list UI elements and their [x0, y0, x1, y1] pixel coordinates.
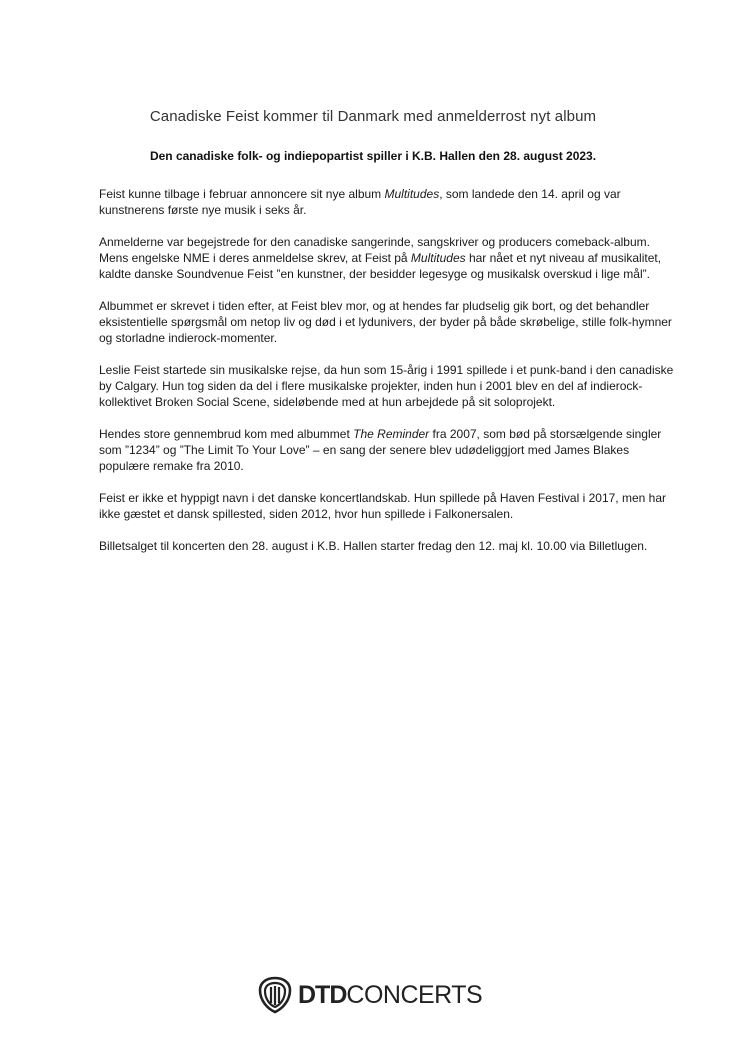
album-title-the-reminder: The Reminder — [353, 427, 430, 441]
album-title-multitudes-2: Multitudes — [410, 251, 466, 265]
paragraph-6: Feist er ikke et hyppigt navn i det danske koncertlandskab. Hun spillede på Haven Festival i 2017, men har ikke gæstet et dansk spillested, siden 2012, hvor hun spillede i Falkonersalen. — [99, 491, 666, 521]
paragraph-1-text-a: Feist kunne tilbage i februar annoncere sit nye album — [99, 187, 385, 201]
paragraph-4: Leslie Feist startede sin musikalske rejse, da hun som 15-årig i 1991 spillede i et punk-band i den canadiske by Calgary. Hun tog siden da del i flere musikalske projekter, inden hun i 2001 blev en del af indierock-kollektivet Broken Social Scene, sideløbende med at hun arbejdede på sit soloprojekt. — [99, 363, 674, 409]
page-subtitle: Den canadiske folk- og indiepopartist spiller i K.B. Hallen den 28. august 2023. — [149, 149, 597, 163]
paragraph-1-text-b: , som landede den 14. april og var kunstnerens første nye musik i seks år. — [99, 187, 621, 217]
logo-wordmark-light: CONCERTS — [346, 980, 483, 1009]
logo-wordmark — [298, 981, 482, 1010]
album-title-multitudes: Multitudes — [384, 187, 440, 201]
page-title: Canadiske Feist kommer til Danmark med anmelderrost nyt album — [149, 108, 597, 125]
dtd-shield-icon — [258, 976, 292, 1014]
paragraph-3: Albummet er skrevet i tiden efter, at Feist blev mor, og at hendes far pludselig gik bort, og det behandler eksistentielle spørgsmål om netop liv og død i et lydunivers, der byder på både skrøbelige, stille folk-hymner og storladne indierock-momenter. — [99, 299, 672, 345]
paragraph-2-text-a: Anmelderne var begejstrede for den canadiske sangerinde, sangskriver og producers comeback-album. Mens engelske NME i deres anmeldelse skrev, at Feist på — [99, 235, 650, 265]
paragraph-7: Billetsalget til koncerten den 28. august i K.B. Hallen starter fredag den 12. maj kl. 10.00 via Billetlugen. — [99, 539, 648, 553]
dtd-concerts-logo — [258, 975, 482, 1015]
paragraph-5-text-a: Hendes store gennembrud kom med albummet — [99, 427, 354, 441]
paragraph-2 — [99, 234, 679, 282]
paragraph-5-text-b: fra 2007, som bød på storsælgende singler som ”1234” og ”The Limit To Your Love” – en sang der senere blev udødeliggjort med James Blakes populære remake fra 2010. — [99, 427, 662, 473]
paragraph-1 — [99, 186, 679, 218]
paragraph-5 — [99, 426, 679, 474]
paragraph-2-text-b: har nået et nyt niveau af musikalitet, kaldte danske Soundvenue Feist ”en kunstner, der besidder legesyge og musikalsk overskud i lige mål”. — [99, 251, 662, 281]
logo-wordmark-bold: DTD — [298, 980, 347, 1009]
article-body — [99, 186, 679, 570]
